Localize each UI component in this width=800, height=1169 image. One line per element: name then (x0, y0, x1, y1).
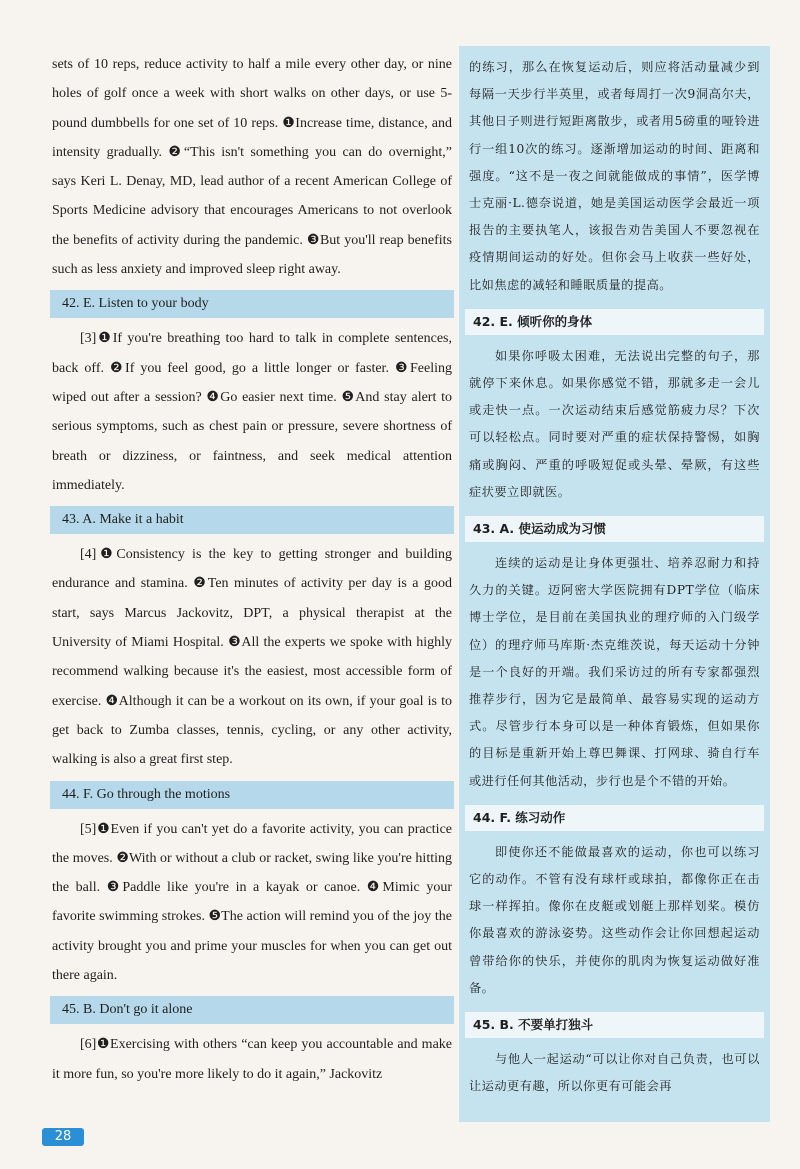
paragraph-43: [4]❶Consistency is the key to getting stronger and building endurance and stamina. ❷Ten minutes of activity per day is a good start, says Marcus Jackovitz, DPT, a physical therapist at the University of Miami Hospital. ❸All the experts we spoke with highly recommend walking because it's the easiest, most accessible form of exercise. ❹Although it can be a workout on its own, if your goal is to get back to Zumba classes, tennis, cycling, or any other activity, walking is also a great first step. (52, 547, 452, 768)
translation-heading-44: 44. F. 练习动作 (465, 805, 764, 831)
english-column (52, 50, 452, 1089)
translation-heading-45: 45. B. 不要单打独斗 (465, 1012, 764, 1038)
paragraph-42: [3]❶If you're breathing too hard to talk in complete sentences, back off. ❷If you feel good, go a little longer or faster. ❸Feeling wiped out after a session? ❹Go easier next time. ❺And stay alert to serious symptoms, such as chest pain or pressure, severe shortness of breath or dizziness, or faintness, and seek medical attention immediately. (52, 331, 452, 493)
page-number: 28 (42, 1128, 84, 1146)
translation-intro: 的练习，那么在恢复运动后，则应将活动量减少到每隔一天步行半英里，或者每周打一次9洞高尔夫，其他日子则进行短距离散步，或者用5磅重的哑铃进行一组10次的练习。逐渐增加运动的时间、距离和强度。“这不是一夜之间就能做成的事情”，医学博士克丽·L.德奈说道，她是美国运动医学会最近一项报告的主要执笔人，该报告劝告美国人不要忽视在疫情期间运动的好处。但你会马上收获一些好处，比如焦虑的减轻和睡眠质量的提高。 (469, 60, 760, 292)
paragraph-intro: sets of 10 reps, reduce activity to half a mile every other day, or nine holes of golf once a week with short walks on other days, or use 5-pound dumbbells for one set of 10 reps. ❶Increase time, distance, and intensity gradually. ❷“This isn't something you can do overnight,” says Keri L. Denay, MD, lead author of a recent American College of Sports Medicine advisory that encourages Americans to not overlook the benefits of activity during the pandemic. ❸But you'll reap benefits such as less anxiety and improved sleep right away. (52, 57, 452, 278)
heading-45: 45. B. Don't go it alone (50, 996, 454, 1024)
heading-44: 44. F. Go through the motions (50, 781, 454, 809)
translation-42: 如果你呼吸太困难，无法说出完整的句子，那就停下来休息。如果你感觉不错，那就多走一会儿或走快一点。一次运动结束后感觉筋疲力尽？下次可以轻松点。同时要对严重的症状保持警惕，如胸痛或胸闷、严重的呼吸短促或头晕、晕厥，有这些症状要立即就医。 (469, 348, 760, 499)
paragraph-44: [5]❶Even if you can't yet do a favorite activity, you can practice the moves. ❷With or without a club or racket, swing like you're hitting the ball. ❸Paddle like you're in a kayak or canoe. ❹Mimic your favorite swimming strokes. ❺The action will remind you of the joy the activity brought you and prime your muscles for when you can get out there again. (52, 821, 452, 984)
translation-heading-43: 43. A. 使运动成为习惯 (465, 516, 764, 542)
translation-44: 即使你还不能做最喜欢的运动，你也可以练习它的动作。不管有没有球杆或球拍，都像你正在击球一样挥拍。像你在皮艇或划艇上那样划桨。模仿你最喜欢的游泳姿势。这些动作会让你回想起运动曾带给你的快乐，并使你的肌肉为恢复运动做好准备。 (469, 844, 760, 995)
heading-43: 43. A. Make it a habit (50, 506, 454, 534)
translation-heading-42: 42. E. 倾听你的身体 (465, 309, 764, 335)
translation-43: 连续的运动是让身体更强壮、培养忍耐力和持久力的关键。迈阿密大学医院拥有DPT学位（临床博士学位，是目前在美国执业的理疗师的入门级学位）的理疗师马库斯·杰克维茨说，每天运动十分钟是一个良好的开端。我们采访过的所有专家都强烈推荐步行，因为它是最简单、最容易实现的运动方式。尽管步行本身可以是一种体育锻炼，但如果你的目标是重新开始上尊巴舞课、打网球、骑自行车或进行任何其他活动，步行也是个不错的开始。 (469, 556, 760, 788)
paragraph-45: [6]❶Exercising with others “can keep you accountable and make it more fun, so you're more likely to do it again,” Jackovitz (52, 1037, 452, 1082)
chinese-translation-column (459, 46, 770, 1122)
translation-45: 与他人一起运动“可以让你对自己负责，也可以让运动更有趣，所以你更有可能会再 (469, 1052, 760, 1094)
heading-42: 42. E. Listen to your body (50, 290, 454, 318)
